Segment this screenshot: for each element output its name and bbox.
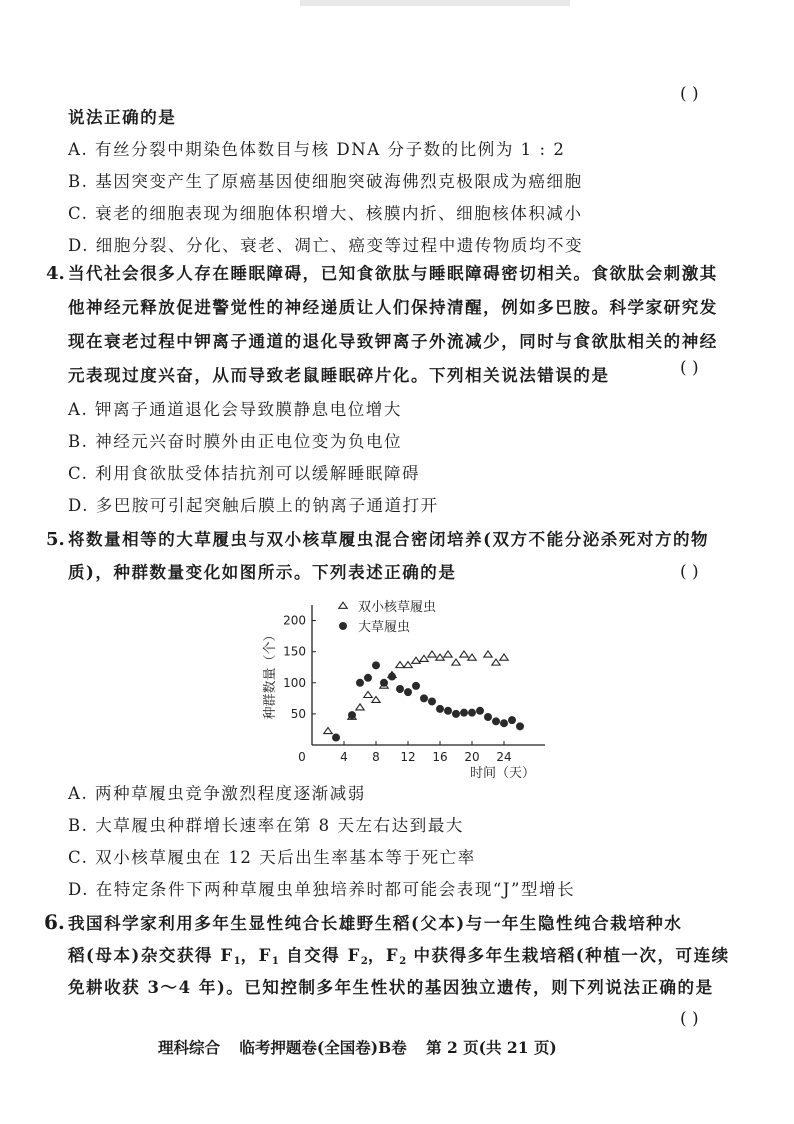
q6-sub-f1-b: 1 [271,956,279,967]
circle-point [348,711,356,719]
q3-stem-tail: 说法正确的是 [68,108,177,127]
q6-sub-f2-a: 2 [360,956,368,967]
circle-point [444,707,452,715]
circle-point [500,719,508,727]
q5-stem-line-1: 将数量相等的大草履虫与双小核草履虫混合密闭培养(双方不能分泌杀死对方的物 [68,530,710,549]
circle-point [468,709,476,717]
top-edge-shadow [300,0,570,6]
legend-triangle-marker [339,602,347,608]
y-tick-label: 50 [290,706,306,721]
circle-point [476,707,484,715]
circle-point [516,722,524,730]
q4-stem-line-1: 当代社会很多人存在睡眠障碍，已知食欲肽与睡眠障碍密切相关。食欲肽会刺激其 [68,264,718,283]
q3-option-b: B. 基因突变产生了原癌基因使细胞突破海佛烈克极限成为癌细胞 [68,172,583,191]
circle-point [372,661,380,669]
q6-answer-paren: ( ) [680,1009,699,1029]
q6-l2-part-c: 自交得 F [278,946,361,965]
x-tick-label: 12 [400,750,416,764]
x-tick-label: 20 [464,750,480,764]
triangle-point [428,651,436,657]
q6-sub-f2-b: 2 [399,956,407,967]
q5-option-c: C. 双小核草履虫在 12 天后出生率基本等于死亡率 [68,848,476,867]
triangle-point [404,662,412,668]
circle-point [436,705,444,713]
circle-point [404,688,412,696]
q6-stem-line-2 [68,944,730,974]
q4-option-c: C. 利用食欲肽受体拮抗剂可以缓解睡眠障碍 [68,464,421,483]
q3-option-a: A. 有丝分裂中期染色体数目与核 DNA 分子数的比例为 1 : 2 [68,140,566,159]
triangle-point [492,659,500,665]
triangle-point [324,728,332,734]
circle-point [388,673,396,681]
triangle-point [484,651,492,657]
q4-stem-line-4: 元表现过度兴奋，从而导致老鼠睡眠碎片化。下列相关说法错误的是 [68,366,610,385]
triangle-point [372,696,380,702]
q4-number: 4. [46,263,65,284]
circle-point [356,679,364,687]
triangle-point [500,654,508,660]
population-scatter-chart [255,588,545,778]
q3-option-c: C. 衰老的细胞表现为细胞体积增大、核膜内折、细胞核体积减小 [68,204,583,223]
q5-option-a: A. 两种草履虫竞争激烈程度逐渐减弱 [68,784,366,803]
triangle-point [452,659,460,665]
legend-label-series-1: 双小核草履虫 [358,600,437,615]
q4-stem-line-3: 现在衰老过程中钾离子通道的退化导致钾离子外流减少，同时与食欲肽相关的神经 [68,332,718,351]
triangle-point [468,654,476,660]
q5-option-b: B. 大草履虫种群增长速率在第 8 天左右达到最大 [68,816,464,835]
circle-point [508,716,516,724]
triangle-point [460,651,468,657]
q6-l2-part-b: ，F [240,946,272,965]
triangle-point [396,662,404,668]
q6-sub-f1-a: 1 [233,956,241,967]
circle-point [380,679,388,687]
x-tick-label: 24 [496,750,512,764]
q6-l2-part-e: 中获得多年生栽培稻(种植一次，可连续 [406,946,730,965]
triangle-point [356,704,364,710]
x-tick-label: 4 [340,750,348,764]
circle-point [484,713,492,721]
q4-option-a: A. 钾离子通道退化会导致膜静息电位增大 [68,400,402,419]
footer-page: 第 2 页(共 21 页) [426,1038,557,1057]
q6-stem-line-1: 我国科学家利用多年生显性纯合长雄野生稻(父本)与一年生隐性纯合栽培种水 [68,914,683,933]
circle-point [412,682,420,690]
x-origin-label: 0 [298,750,306,764]
circle-point [460,709,468,717]
page-footer [158,1036,571,1060]
y-tick-label: 100 [283,675,306,690]
q5-option-d: D. 在特定条件下两种草履虫单独培养时都可能会表现“J”型增长 [68,880,576,899]
circle-point [452,710,460,718]
q4-option-b: B. 神经元兴奋时膜外由正电位变为负电位 [68,432,403,451]
x-axis-title: 时间（天） [470,766,536,778]
q3-answer-paren: ( ) [680,84,699,104]
y-axis-title: 种群数量（个） [263,628,278,720]
x-tick-label: 8 [372,750,380,764]
footer-subject: 理科综合 [158,1038,221,1057]
triangle-point [420,655,428,661]
q4-stem-line-2: 他神经元释放促进警觉性的神经递质让人们保持清醒，例如多巴胺。科学家研究发 [68,298,718,317]
circle-point [332,734,340,742]
circle-point [396,685,404,693]
x-tick-label: 16 [432,750,448,764]
q6-l2-part-d: ，F [367,946,400,965]
q6-number: 6. [44,910,65,934]
triangle-point [412,657,420,663]
q4-option-d: D. 多巴胺可引起突触后膜上的钠离子通道打开 [68,496,439,515]
q5-number: 5. [46,529,65,550]
q3-option-d: D. 细胞分裂、分化、衰老、凋亡、癌变等过程中遗传物质均不变 [68,236,584,255]
q5-stem-line-2: 质)，种群数量变化如图所示。下列表述正确的是 [68,563,457,582]
circle-point [420,694,428,702]
circle-point [492,717,500,725]
y-tick-label: 150 [283,644,306,659]
q5-answer-paren: ( ) [680,562,699,582]
q6-l2-part-a: 稻(母本)杂交获得 F [68,946,234,965]
circle-point [428,697,436,705]
legend-circle-marker [339,622,347,630]
q4-answer-paren: ( ) [680,358,699,378]
triangle-point [436,654,444,660]
triangle-point [364,691,372,697]
circle-point [364,674,372,682]
y-tick-label: 200 [283,613,306,628]
q6-stem-line-3: 免耕收获 3～4 年)。已知控制多年生性状的基因独立遗传，则下列说法正确的是 [68,978,714,997]
legend-label-series-2: 大草履虫 [358,620,411,635]
triangle-point [444,651,452,657]
footer-paper: 临考押题卷(全国卷)B卷 [239,1038,407,1057]
